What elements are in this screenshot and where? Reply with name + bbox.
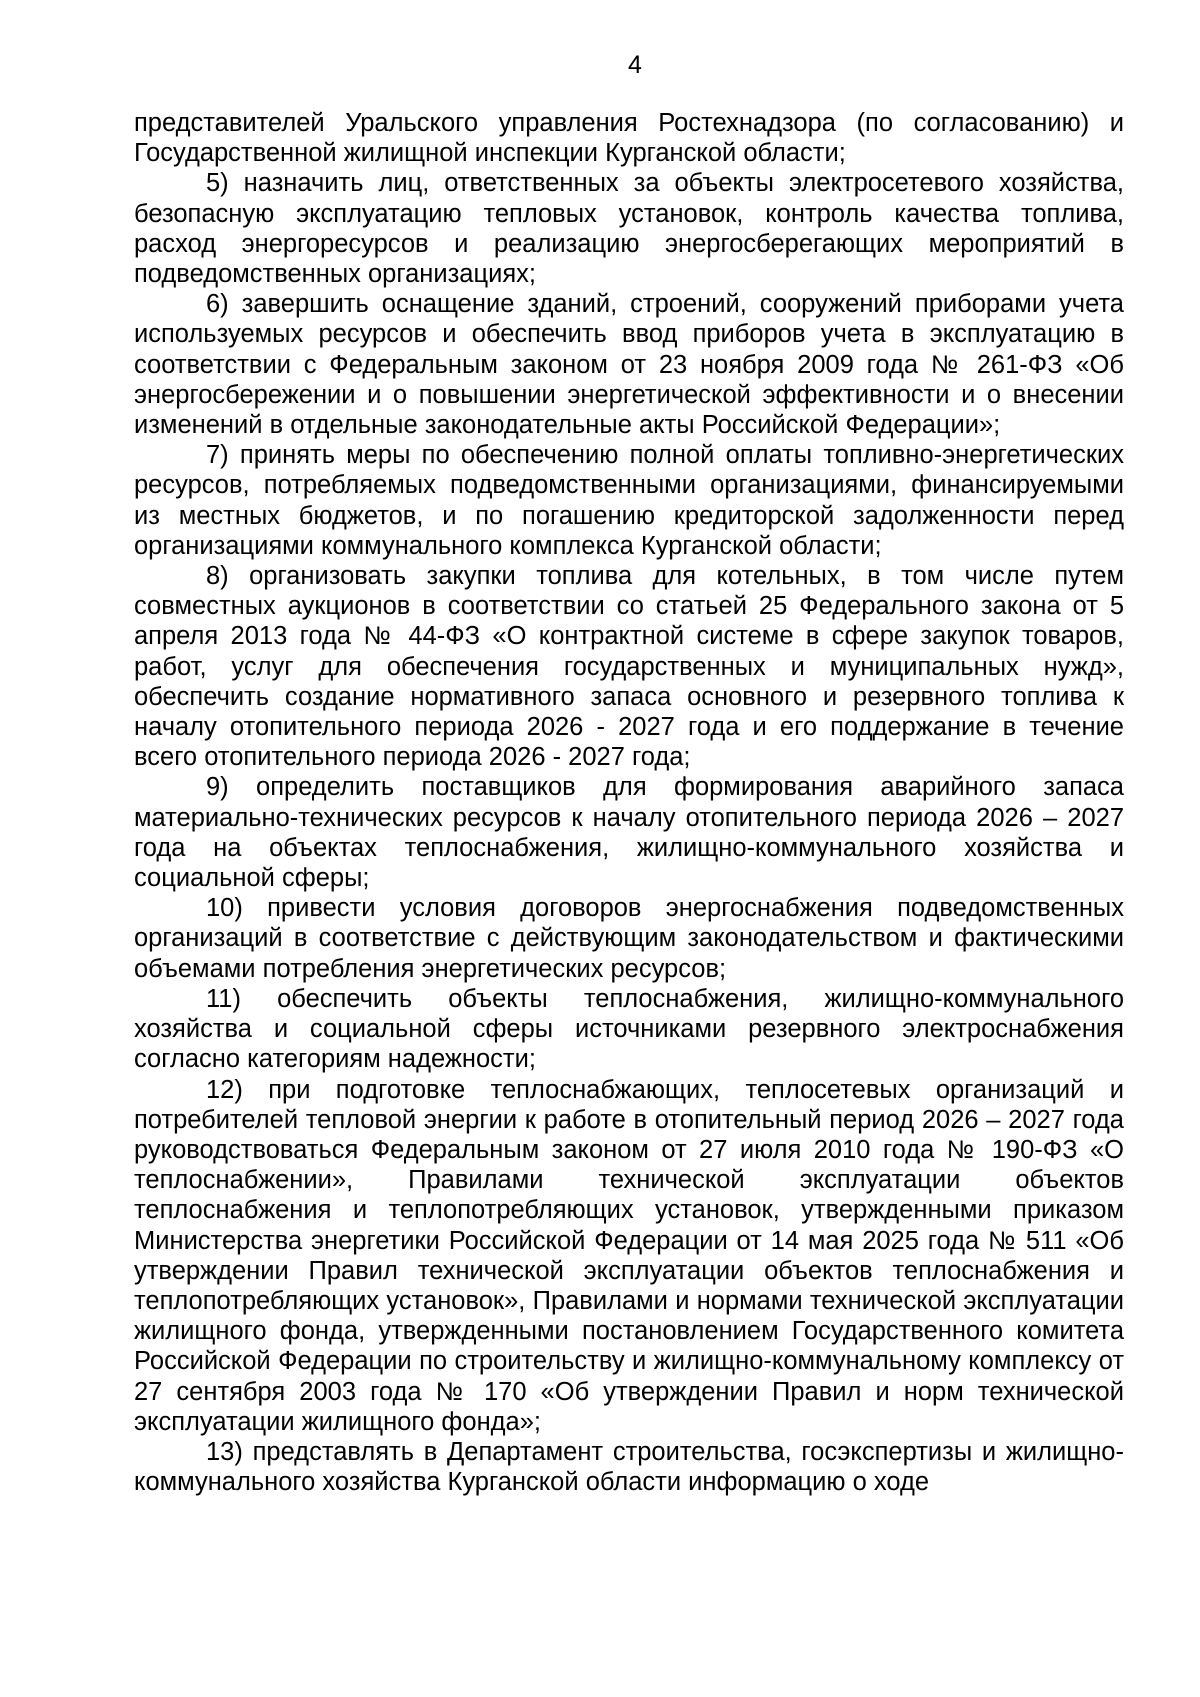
document-body: [134, 108, 1124, 1497]
paragraph-item-5: 5) назначить лиц, ответственных за объекты электросетевого хозяйства, безопасную эксплуатацию тепловых установок, контроль качества топлива, расход энергоресурсов и реализацию энергосберегающих мероприятий в подведомственных организациях;: [134, 169, 1124, 289]
paragraph-item-8: 8) организовать закупки топлива для котельных, в том числе путем совместных аукционов в соответствии со статьей 25 Федерального закона от 5 апреля 2013 года № 44-ФЗ «О контрактной системе в сфере закупок товаров, работ, услуг для обеспечения государственных и муниципальных нужд», обеспечить создание нормативного запаса основного и резервного топлива к началу отопительного периода 2026 - 2027 года и его поддержание в течение всего отопительного периода 2026 - 2027 года;: [134, 562, 1124, 772]
paragraph-item-9: 9) определить поставщиков для формирования аварийного запаса материально-технических ресурсов к началу отопительного периода 2026 – 2027 года на объектах теплоснабжения, жилищно-коммунального хозяйства и социальной сферы;: [134, 773, 1124, 893]
paragraph-continuation: представителей Уральского управления Ростехнадзора (по согласованию) и Государственной жилищной инспекции Курганской области;: [134, 109, 1124, 168]
paragraph-item-6: 6) завершить оснащение зданий, строений, сооружений приборами учета используемых ресурсов и обеспечить ввод приборов учета в эксплуатацию в соответствии с Федеральным законом от 23 ноября 2009 года № 261-ФЗ «Об энергосбережении и о повышении энергетической эффективности и о внесении изменений в отдельные законодательные акты Российской Федерации»;: [134, 290, 1124, 440]
page-number: 4: [628, 51, 642, 79]
paragraph-item-10: 10) привести условия договоров энергоснабжения подведомственных организаций в соответствие с действующим законодательством и фактическими объемами потребления энергетических ресурсов;: [134, 894, 1124, 983]
paragraph-item-12: 12) при подготовке теплоснабжающих, теплосетевых организаций и потребителей тепловой энергии к работе в отопительный период 2026 – 2027 года руководствоваться Федеральным законом от 27 июля 2010 года № 190-ФЗ «О теплоснабжении», Правилами технической эксплуатации объектов теплоснабжения и теплопотребляющих установок, утвержденными приказом Министерства энергетики Российской Федерации от 14 мая 2025 года № 511 «Об утверждении Правил технической эксплуатации объектов теплоснабжения и теплопотребляющих установок», Правилами и нормами технической эксплуатации жилищного фонда, утвержденными постановлением Государственного комитета Российской Федерации по строительству и жилищно-коммунальному комплексу от 27 сентября 2003 года № 170 «Об утверждении Правил и норм технической эксплуатации жилищного фонда»;: [134, 1075, 1124, 1436]
paragraph-item-11: 11) обеспечить объекты теплоснабжения, жилищно-коммунального хозяйства и социальной сферы источниками резервного электроснабжения согласно категориям надежности;: [134, 984, 1124, 1074]
paragraph-item-13: 13) представлять в Департамент строительства, госэкспертизы и жилищно-коммунального хозяйства Курганской области информацию о ходе: [134, 1437, 1124, 1497]
paragraph-item-7: 7) принять меры по обеспечению полной оплаты топливно-энергетических ресурсов, потребляемых подведомственными организациями, финансируемыми из местных бюджетов, и по погашению кредиторской задолженности перед организациями коммунального комплекса Курганской области;: [134, 441, 1124, 560]
